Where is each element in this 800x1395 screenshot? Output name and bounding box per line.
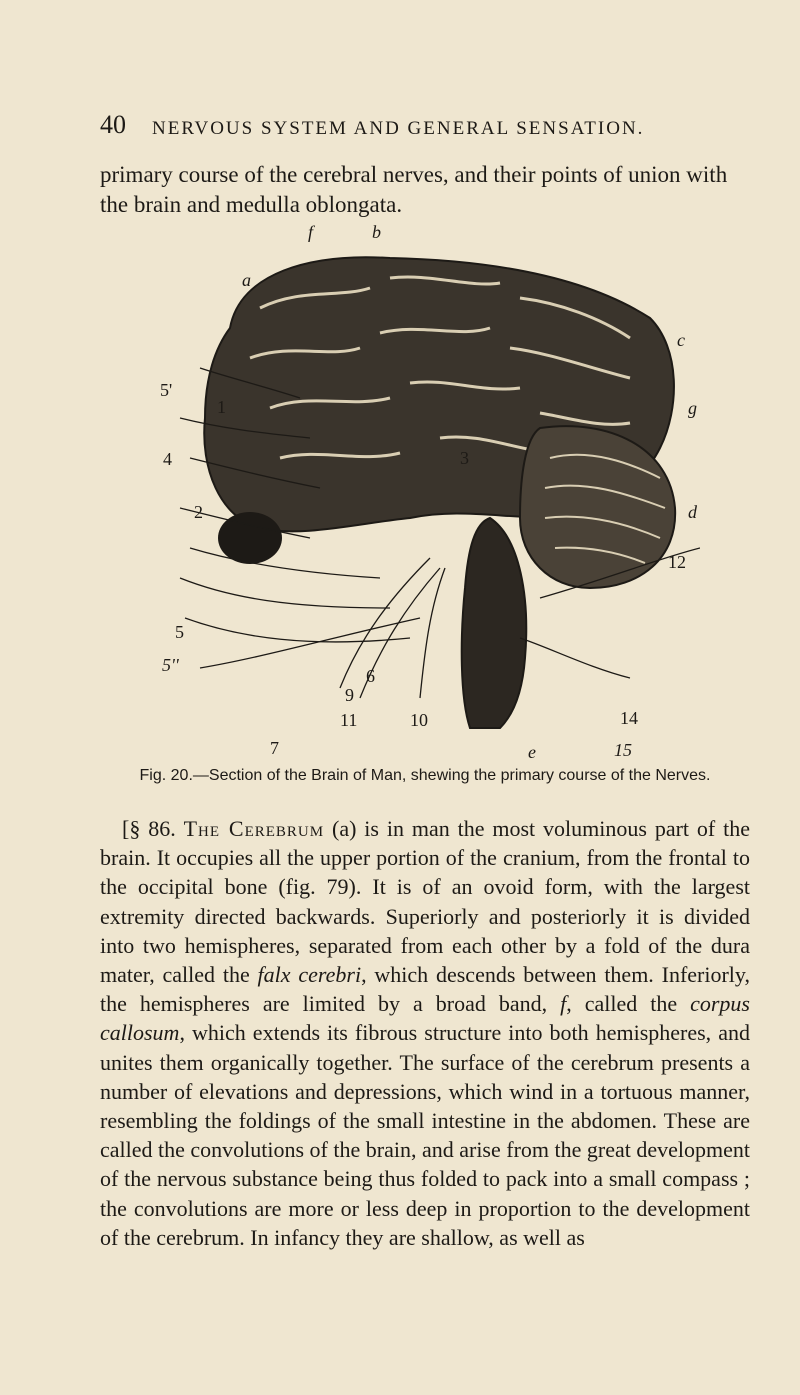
section-marker: [§ 86. bbox=[122, 816, 184, 841]
section-heading: The Cerebrum bbox=[183, 816, 325, 841]
label-9: 9 bbox=[345, 685, 354, 705]
label-15: 15 bbox=[614, 740, 632, 760]
label-5-prime: 5' bbox=[160, 380, 173, 400]
label-6: 6 bbox=[366, 666, 375, 686]
body-paragraph bbox=[100, 814, 750, 1252]
label-2: 2 bbox=[194, 502, 203, 522]
label-b: b bbox=[372, 222, 381, 242]
page-header bbox=[100, 110, 700, 140]
body-text-3: , called the bbox=[566, 991, 691, 1017]
label-5-double-prime: 5'' bbox=[162, 655, 179, 675]
label-3: 3 bbox=[460, 448, 469, 468]
brain-engraving bbox=[160, 218, 700, 763]
intro-paragraph: primary course of the cerebral nerves, and their points of union with the brain and medulla oblongata. bbox=[100, 162, 728, 217]
body-text-4: , which extends its fibrous structure into both hemispheres, and unites them organically together. The surface of the cerebrum presents a number of elevations and depressions, which wind in a tortuous manner, resembling the foldings of the small intestine in the abdomen. These are called the convolutions of the brain, and arise from the great development of the nervous substance being thus folded to pack into a small compass ; the convolutions are more or less deep in proportion to the development of the cerebrum. In infancy they are shallow, as well as bbox=[100, 1020, 750, 1250]
body-text-2: , which descends between them. Inferiorly, the hemispheres are limited by a broad band, bbox=[100, 962, 750, 1017]
medulla-oblongata bbox=[462, 518, 527, 728]
label-f: f bbox=[308, 222, 314, 242]
running-head: NERVOUS SYSTEM AND GENERAL SENSATION. bbox=[152, 118, 645, 139]
label-10: 10 bbox=[410, 710, 428, 730]
reference-a: (a) bbox=[324, 816, 365, 841]
term-falx-cerebri: falx cerebri bbox=[257, 962, 362, 988]
label-4: 4 bbox=[163, 449, 172, 469]
label-g: g bbox=[688, 398, 697, 418]
body-text-1: is in man the most voluminous part of the brain. It occupies all the upper portion of the cranium, from the frontal to the occipital bone (fig. 79). It is of an ovoid form, with the largest extremity directed backwards. Superiorly and posteriorly it is divided into two hemispheres, separated from each other by a fold of the dura mater, called the bbox=[100, 816, 750, 988]
label-d: d bbox=[688, 502, 697, 522]
figure-caption: Fig. 20.—Section of the Brain of Man, shewing the primary course of the Nerves. bbox=[139, 767, 711, 784]
label-5: 5 bbox=[175, 622, 184, 642]
label-11: 11 bbox=[340, 710, 358, 730]
reference-f: f bbox=[560, 991, 567, 1017]
label-14: 14 bbox=[620, 708, 638, 728]
label-e: e bbox=[528, 742, 536, 762]
label-a: a bbox=[242, 270, 251, 290]
page-number: 40 bbox=[100, 110, 126, 139]
term-corpus-callosum: corpus callosum bbox=[100, 991, 750, 1046]
brain-section-figure bbox=[160, 218, 700, 763]
label-1: 1 bbox=[217, 397, 226, 417]
label-7: 7 bbox=[270, 738, 279, 758]
label-c: c bbox=[677, 330, 685, 350]
label-12: 12 bbox=[668, 552, 686, 572]
